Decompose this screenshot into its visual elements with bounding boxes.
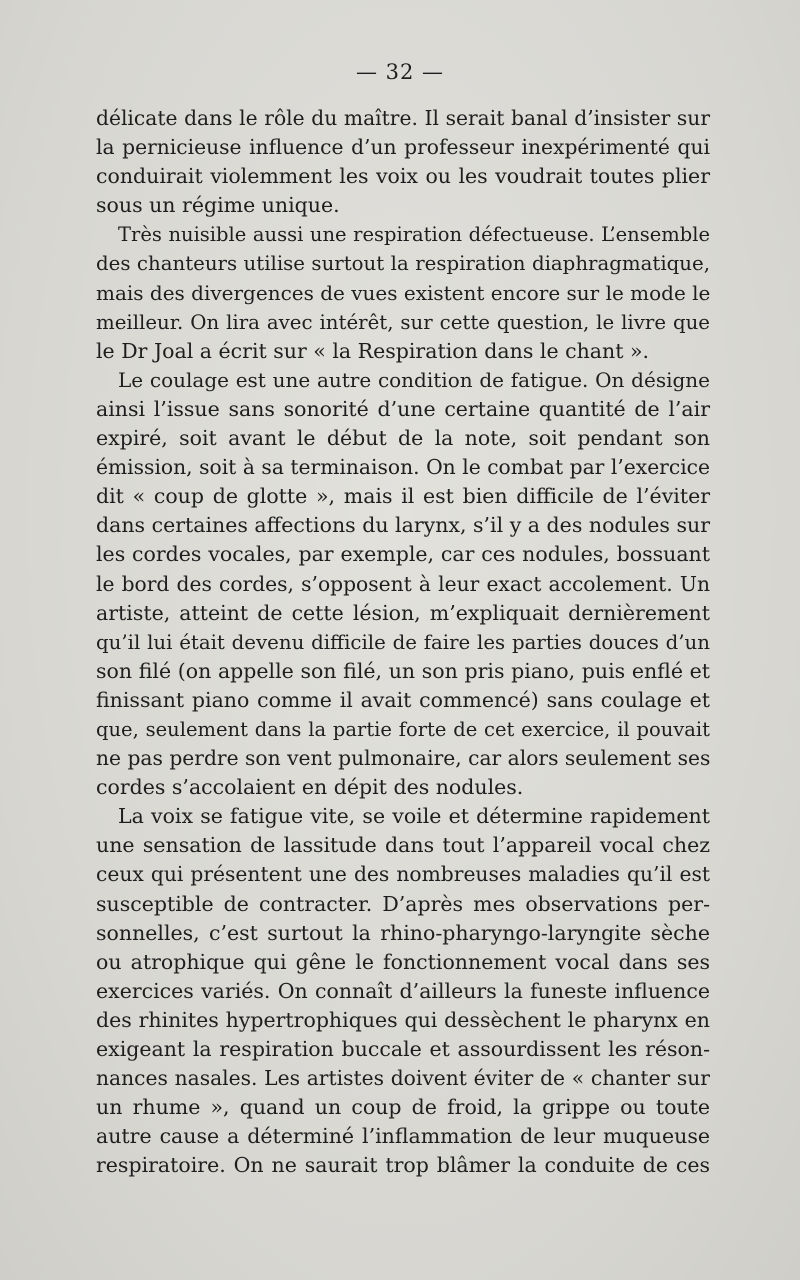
- text-line: dit « coup de glotte », mais il est bien difficile de l’éviter: [96, 484, 710, 509]
- text-line: meilleur. On lira avec intérêt, sur cette question, le livre que: [96, 310, 710, 334]
- text-line: qu’il lui était devenu difficile de faire les parties douces d’un: [96, 630, 710, 654]
- body-text: [96, 104, 710, 1180]
- text-line: un rhume », quand un coup de froid, la grippe ou toute: [96, 1095, 710, 1120]
- text-line: une sensation de lassitude dans tout l’appareil vocal chez: [96, 833, 710, 858]
- text-line: expiré, soit avant le début de la note, soit pendant son: [96, 426, 710, 451]
- text-line: ou atrophique qui gêne le fonctionnement vocal dans ses: [96, 949, 710, 974]
- text-line: artiste, atteint de cette lésion, m’expliquait dernièrement: [96, 600, 710, 625]
- page-number: — 32 —: [355, 60, 445, 84]
- text-line: des chanteurs utilise surtout la respiration diaphragmatique,: [96, 252, 710, 276]
- text-line: conduirait violemment les voix ou les voudrait toutes plier: [96, 164, 710, 189]
- text-line: ceux qui présentent une des nombreuses maladies qu’il est: [96, 862, 710, 887]
- text-line: le bord des cordes, s’opposent à leur exact accolement. Un: [96, 571, 710, 596]
- text-line: cordes s’accolaient en dépit des nodules.: [96, 775, 524, 800]
- text-line: finissant piano comme il avait commencé) sans coulage et: [96, 687, 710, 712]
- text-line: exigeant la respiration buccale et assourdissent les réson-: [96, 1037, 710, 1061]
- text-line: sous un régime unique.: [96, 193, 340, 218]
- text-line: sonnelles, c’est surtout la rhino-pharyngo-laryngite sèche: [96, 920, 710, 945]
- text-line: Le coulage est une autre condition de fatigue. On désigne: [118, 367, 710, 392]
- text-line: le Dr Joal a écrit sur « la Respiration dans le chant ».: [96, 338, 650, 363]
- text-line: respiratoire. On ne saurait trop blâmer la conduite de ces: [96, 1153, 710, 1178]
- text-line: exercices variés. On connaît d’ailleurs la funeste influence: [96, 978, 710, 1003]
- text-line: les cordes vocales, par exemple, car ces nodules, bossuant: [96, 542, 710, 567]
- text-line: autre cause a déterminé l’inflammation de leur muqueuse: [96, 1124, 710, 1149]
- text-line: dans certaines affections du larynx, s’il y a des nodules sur: [96, 513, 710, 538]
- text-line: susceptible de contracter. D’après mes observations per-: [96, 891, 710, 916]
- text-line: la pernicieuse influence d’un professeur inexpérimenté qui: [96, 135, 710, 160]
- text-line: des rhinites hypertrophiques qui dessèchent le pharynx en: [96, 1007, 710, 1032]
- text-line: que, seulement dans la partie forte de cet exercice, il pouvait: [96, 717, 710, 741]
- text-line: La voix se fatigue vite, se voile et détermine rapidement: [118, 804, 710, 829]
- text-line: ainsi l’issue sans sonorité d’une certaine quantité de l’air: [96, 396, 710, 421]
- text-line: nances nasales. Les artistes doivent éviter de « chanter sur: [96, 1066, 710, 1091]
- text-line: ne pas perdre son vent pulmonaire, car alors seulement ses: [96, 746, 711, 771]
- text-line: émission, soit à sa terminaison. On le combat par l’exercice: [96, 455, 710, 480]
- text-line: Très nuisible aussi une respiration défectueuse. L’ensemble: [118, 223, 710, 247]
- text-line: délicate dans le rôle du maître. Il serait banal d’insister sur: [96, 106, 710, 130]
- text-line: mais des divergences de vues existent encore sur le mode le: [96, 280, 711, 305]
- text-line: son filé (on appelle son filé, un son pris piano, puis enflé et: [96, 658, 710, 683]
